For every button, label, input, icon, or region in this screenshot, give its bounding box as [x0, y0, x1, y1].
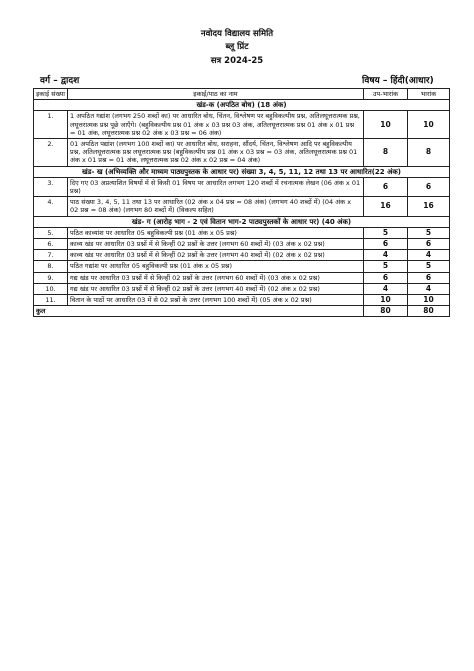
subject-label: विषय – हिंदी(आधार): [362, 76, 434, 86]
unit-description: गद्य खंड पर आधारित 03 प्रश्नों में से किन्हीं 02 प्रश्नों के उत्तर (लगभग 60 शब्दों में) (03 अंक x 02 प्रश्न): [68, 272, 364, 283]
table-row: [34, 197, 450, 216]
unit-number: 9.: [34, 272, 68, 283]
table-row: [34, 295, 450, 306]
unit-description: काव्य खंड पर आधारित 03 प्रश्नों में से किन्हीं 02 प्रश्नों के उत्तर (लगभग 40 शब्दों में) (02 अंक x 02 प्रश्न): [68, 250, 364, 261]
unit-description: पठित काव्यांश पर आधारित 05 बहुविकल्पी प्रश्न (01 अंक x 05 प्रश्न): [68, 227, 364, 238]
class-label: वर्ग – द्वादश: [40, 76, 80, 86]
weight-value: 5: [408, 261, 450, 272]
unit-number: 10.: [34, 283, 68, 294]
unit-number: 4.: [34, 197, 68, 216]
unit-description: दिए गए 03 अप्रत्याशित विषयों में से किसी 01 विषय पर आधारित लगभग 120 शब्दों में रचनात्मक लेखन (06 अंक x 01 प्रश्न): [68, 177, 364, 196]
unit-description: 01 अपठित पद्यांश (लगभग 100 शब्दों का) पर आधारित बोध, सराहना, सौंदर्य, चिंतन, विश्लेषण आदि पर बहुविकल्पीय प्रश्न, अतिलघूत्तरात्मक प्रश्न लघूत्तरात्मक प्रश्न (बहुविकल्पीय प्रश्न 01 अंक x 03 प्रश्न = 03 अंक, अतिलघूत्तरात्मक प्रश्न 01 अंक x 01 प्रश्न = 01 अंक, लघूत्तरात्मक प्रश्न 02 अंक x 02 प्रश्न = 04 अंक): [68, 139, 364, 167]
unit-number: 3.: [34, 177, 68, 196]
table-row: [34, 283, 450, 294]
org-title: नवोदय विद्यालय समिति: [200, 29, 274, 39]
unit-number: 5.: [34, 227, 68, 238]
weight-value: 8: [408, 139, 450, 167]
unit-description: 1 अपठित गद्यांश (लगभग 250 शब्दों का) पर आधारित बोध, चिंतन, विश्लेषण पर बहुविकल्पीय प्रश्न, अतिलघूत्तरात्मक प्रश्न, लघूत्तरात्मक प्रश्न पूछे जाएँगे। (बहुविकल्पीय प्रश्न 01 अंक x 03 प्रश्न 03 अंक, अतिलघूत्तरात्मक प्रश्न 01 अंक x 01 प्रश्न = 01 अंक, लघूत्तरात्मक प्रश्न 02 अंक x 03 प्रश्न = 06 अंक): [68, 111, 364, 139]
section-a-heading: [34, 100, 450, 111]
section-c-heading-label: खंड- ग (आरोह भाग - 2 एवं वितान भाग-2 पाठ्यपुस्तकों के आधार पर) (40 अंक): [34, 216, 450, 227]
blueprint-table: [33, 88, 450, 317]
unit-number: 7.: [34, 250, 68, 261]
header-unit-no: इकाई संख्या: [34, 89, 68, 100]
table-header-row: [34, 89, 450, 100]
table-row: [34, 250, 450, 261]
unit-number: 1.: [34, 111, 68, 139]
weight-value: 4: [408, 283, 450, 294]
unit-number: 6.: [34, 239, 68, 250]
total-row: [34, 306, 450, 317]
weight-value: 6: [408, 272, 450, 283]
section-b-heading: [34, 166, 450, 177]
total-weight: 80: [408, 306, 450, 317]
sub-weight-value: 6: [364, 177, 408, 196]
sub-weight-value: 10: [364, 111, 408, 139]
total-sub-weight: 80: [364, 306, 408, 317]
unit-number: 8.: [34, 261, 68, 272]
header-unit-name: इकाई/पाठ का नाम: [68, 89, 364, 100]
unit-description: काव्य खंड पर आधारित 03 प्रश्नों में से किन्हीं 02 प्रश्नों के उत्तर (लगभग 60 शब्दों में) (03 अंक x 02 प्रश्न): [68, 239, 364, 250]
sub-weight-value: 6: [364, 272, 408, 283]
sub-weight-value: 5: [364, 261, 408, 272]
weight-value: 6: [408, 239, 450, 250]
unit-description: पठित गद्यांश पर आधारित 05 बहुविकल्पी प्रश्न (01 अंक x 05 प्रश्न): [68, 261, 364, 272]
header-weight: भारांक: [408, 89, 450, 100]
sub-weight-value: 4: [364, 250, 408, 261]
section-a-heading-label: खंड-क (अपठित बोध) (18 अंक): [34, 100, 450, 111]
header-sub-weight: उप-भारांक: [364, 89, 408, 100]
weight-value: 6: [408, 177, 450, 196]
weight-value: 5: [408, 227, 450, 238]
session-title: सत्र 2024-25: [210, 56, 264, 66]
unit-description: पाठ संख्या 3, 4, 5, 11 तथा 13 पर आधारित (02 अंक x 04 प्रश्न = 08 अंक) (लगभग 40 शब्दों में) (04 अंक x 02 प्रश्न = 08 अंक) (लगभग 80 शब्दों में) (विकल्प सहित): [68, 197, 364, 216]
unit-number: 2.: [34, 139, 68, 167]
unit-description: वितान के पाठों पर आधारित 03 में से 02 प्रश्नों के उत्तर (लगभग 100 शब्दों में) (05 अंक x 02 प्रश्न): [68, 295, 364, 306]
weight-value: 16: [408, 197, 450, 216]
table-row: [34, 139, 450, 167]
total-label: कुल: [34, 306, 364, 317]
sub-weight-value: 16: [364, 197, 408, 216]
weight-value: 4: [408, 250, 450, 261]
sub-weight-value: 4: [364, 283, 408, 294]
section-c-heading: [34, 216, 450, 227]
doc-title: ब्लू प्रिंट: [225, 42, 249, 52]
unit-number: 11.: [34, 295, 68, 306]
table-row: [34, 111, 450, 139]
weight-value: 10: [408, 295, 450, 306]
sub-weight-value: 5: [364, 227, 408, 238]
table-row: [34, 272, 450, 283]
weight-value: 10: [408, 111, 450, 139]
table-row: [34, 177, 450, 196]
sub-weight-value: 8: [364, 139, 408, 167]
table-row: [34, 261, 450, 272]
table-row: [34, 227, 450, 238]
unit-description: गद्य खंड पर आधारित 03 प्रश्नों में से किन्हीं 02 प्रश्नों के उत्तर (लगभग 40 शब्दों में) (02 अंक x 02 प्रश्न): [68, 283, 364, 294]
sub-weight-value: 6: [364, 239, 408, 250]
table-row: [34, 239, 450, 250]
sub-weight-value: 10: [364, 295, 408, 306]
section-b-heading-label: खंड- ख (अभिव्यक्ति और माध्यम पाठ्यपुस्तक के आधार पर) संख्या 3, 4, 5, 11, 12 तथा 13 पर आधारित(22 अंक): [34, 166, 450, 177]
